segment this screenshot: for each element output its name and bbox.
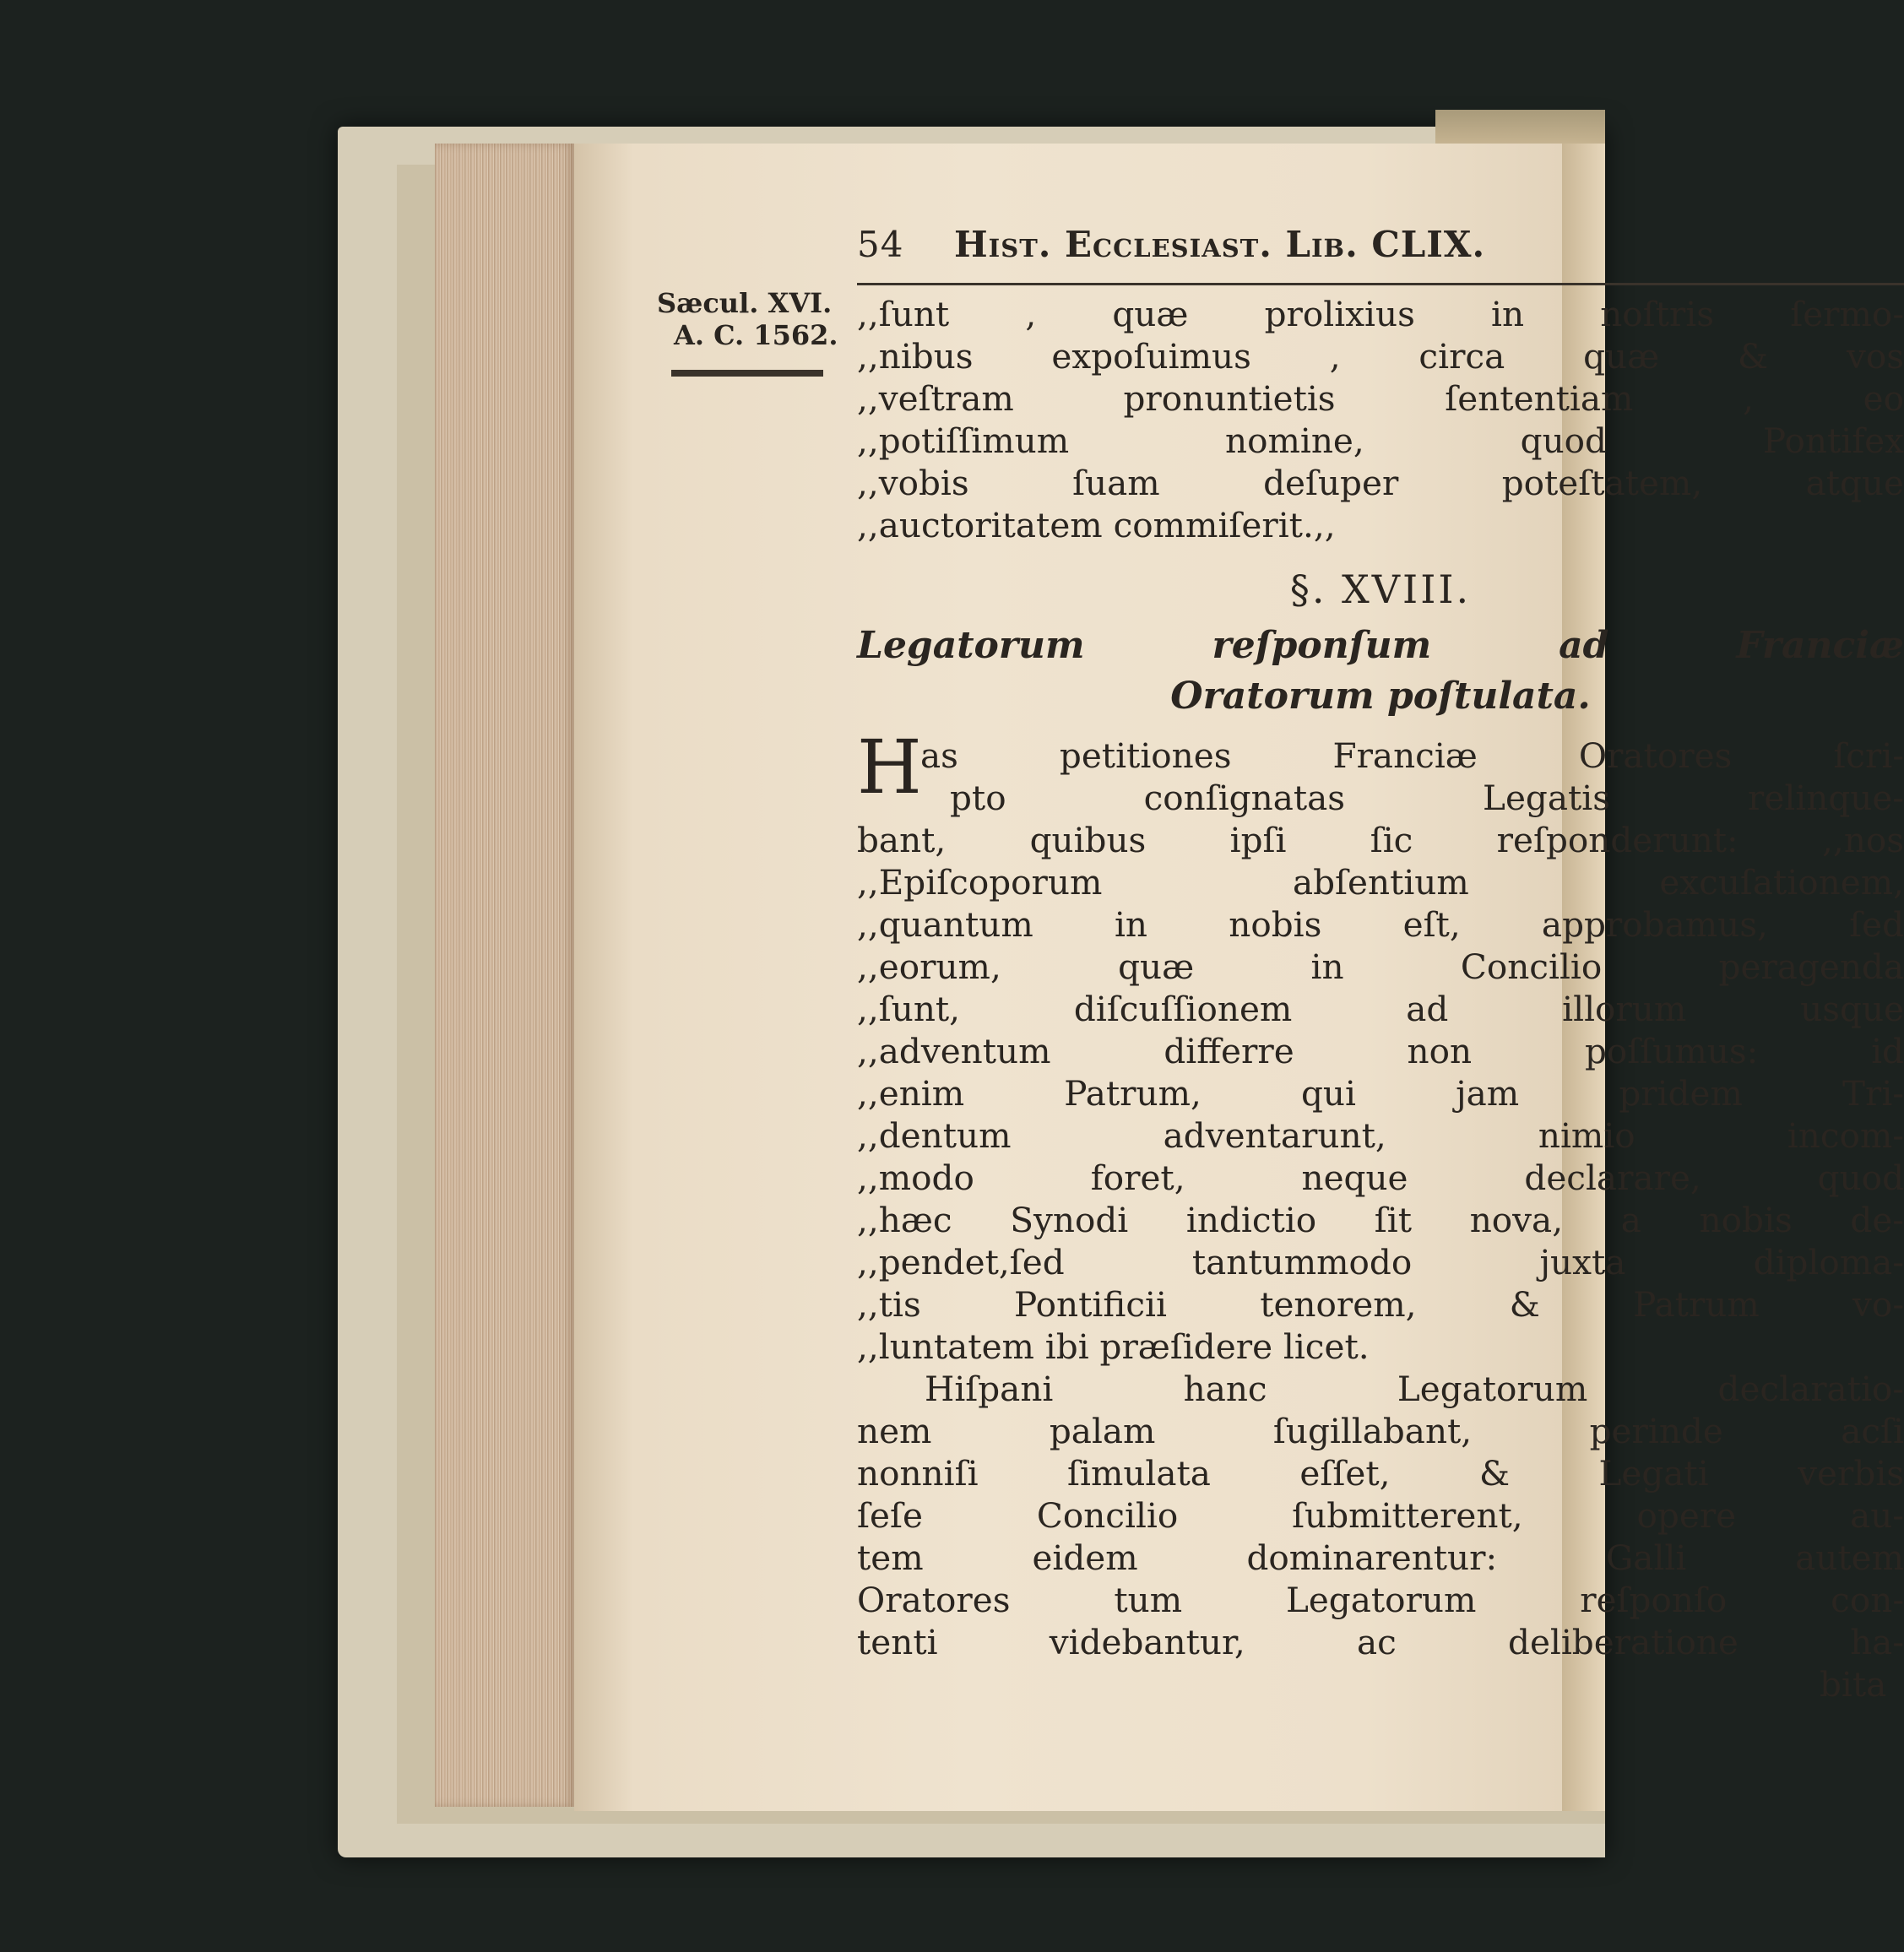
margin-note: [657, 287, 838, 351]
text-line: ,,nibus expoſuimus , circa quæ & vos: [857, 336, 1904, 377]
book-page: [574, 144, 1904, 1811]
text-line: Oratores tum Legatorum reſponſo con-: [857, 1580, 1904, 1620]
section-heading-line-1: Legatorum reſponſum ad Franciæ: [857, 624, 1904, 667]
text-line: nem palam ſugillabant, perinde acſi: [857, 1411, 1904, 1451]
text-line: ,,potiſſimum nomine, quod Pontifex: [857, 420, 1904, 461]
text-line: pto conſignatas Legatis relinque-: [950, 778, 1904, 818]
text-line: ,,modo foret, neque declarare, quod: [857, 1158, 1904, 1198]
text-line: ,,quantum in nobis eſt, approbamus, ſed: [857, 904, 1904, 945]
margin-year: A. C. 1562.: [674, 319, 838, 351]
text-line: ,,luntatem ibi præſidere licet.: [857, 1326, 1370, 1367]
text-line: as petitiones Franciæ Oratores ſcri-: [920, 735, 1904, 776]
text-line: ,,hæc Synodi indictio ſit nova, a nobis de-: [857, 1200, 1904, 1240]
page-edges: [435, 144, 574, 1807]
section-heading-line-2: Oratorum poſtulata.: [1170, 675, 1591, 718]
text-line: ,,auctoritatem commiſerit.,,: [857, 505, 1336, 545]
running-title: Hist. Ecclesiast. Lib. CLIX.: [954, 224, 1486, 265]
margin-century: Sæcul. XVI.: [657, 287, 833, 319]
text-line: tem eidem dominarentur: Galli autem: [857, 1537, 1904, 1578]
text-line: ,,eorum, quæ in Concilio peragenda: [857, 946, 1904, 987]
text-line: ſeſe Concilio ſubmitterent, opere au-: [857, 1495, 1904, 1536]
text-line: ,,ſunt , quæ prolixius in noſtris ſermo-: [857, 294, 1904, 334]
margin-rule: [671, 370, 823, 377]
drop-capital: H: [857, 724, 922, 811]
text-line: ,,Epiſcoporum abſentium excuſationem,: [857, 862, 1904, 903]
text-line: ,,ſunt, diſcuſſionem ad illorum usque: [857, 989, 1904, 1029]
text-line: tenti videbantur, ac deliberatione ha-: [857, 1622, 1904, 1662]
text-line: ,,veſtram pronuntietis ſententiam , eo: [857, 378, 1904, 419]
text-line: ,,adventum differre non poſſumus: id: [857, 1031, 1904, 1071]
running-header: [857, 224, 1904, 283]
text-line: ,,pendet,ſed tantummodo juxta diploma-: [857, 1242, 1904, 1282]
text-line: bant, quibus ipſi ſic reſponderunt: ,,nos: [857, 820, 1904, 860]
header-rule: [857, 283, 1904, 285]
text-line: nonniſi ſimulata eſſet, & Legati verbis: [857, 1453, 1904, 1494]
section-number: §. XVIII.: [1289, 567, 1472, 612]
text-line: Hiſpani hanc Legatorum declaratio-: [925, 1369, 1904, 1409]
page-number: 54: [857, 224, 904, 265]
spine-top: [1435, 110, 1605, 148]
text-line: ,,enim Patrum, qui jam pridem Tri-: [857, 1073, 1904, 1114]
catchword: bita: [1820, 1664, 1887, 1705]
text-line: ,,vobis ſuam deſuper poteſtatem, atque: [857, 463, 1904, 503]
text-line: ,,dentum adventarunt, nimio incom-: [857, 1115, 1904, 1156]
text-line: ,,tis Pontificii tenorem, & Patrum vo-: [857, 1284, 1904, 1325]
